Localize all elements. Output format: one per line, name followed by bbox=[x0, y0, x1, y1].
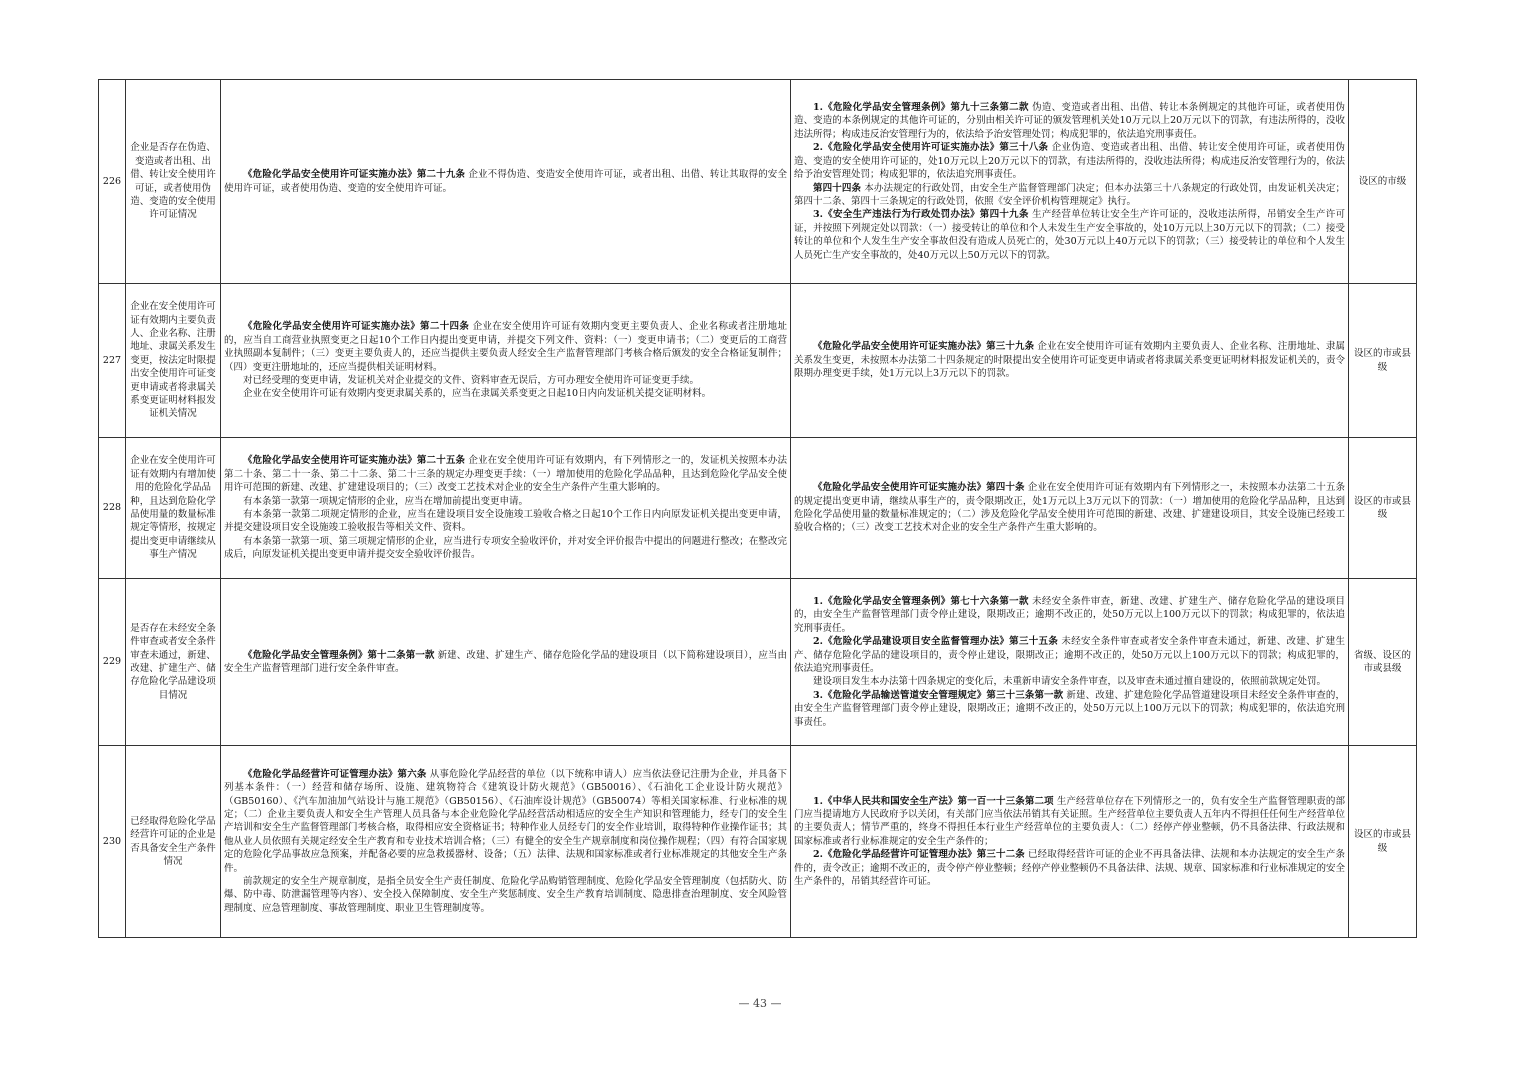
basis-paragraph bbox=[224, 508, 787, 535]
penalty-basis bbox=[791, 284, 1349, 438]
clause-text: 生产经营单位转让安全生产许可证的，没收违法所得，吊销安全生产许可证，并按照下列规定处以罚款：（一）接受转让的单位和个人未发生生产安全事故的，处10万元以上30万元以下的罚款；（二）接受转让的单位和个人发生生产安全事故但没有造成人员死亡的，处30万元以上40万元以下的罚款；（三）接受转让的单位和个人发生人员死亡生产安全事故的，处40万元以上50万元以下的罚款。 bbox=[794, 209, 1345, 261]
penalty-paragraph bbox=[794, 101, 1345, 141]
clause-title: 2.《危险化学品安全使用许可证实施办法》第三十八条 bbox=[813, 142, 1049, 154]
clause-text: 伪造、变造或者出租、出借、转让本条例规定的其他许可证，或者使用伪造、变造的本条例规定的其他许可证的，分别由相关许可证的颁发管理机关处10万元以上20万元以下的罚款，有违法所得的，没收违法所得；构成违反治安管理行为的，依法给予治安管理处罚；构成犯罪的，依法追究刑事责任。 bbox=[794, 102, 1345, 140]
legal-basis bbox=[221, 284, 791, 438]
penalty-paragraph bbox=[794, 689, 1345, 729]
basis-paragraph bbox=[224, 454, 787, 494]
table-body bbox=[99, 80, 1417, 938]
penalty-paragraph bbox=[794, 795, 1345, 849]
table-row bbox=[99, 579, 1417, 746]
clause-text: 企业在安全使用许可证有效期内，有下列情形之一的，发证机关按照本办法第二十条、第二十一条、第二十二条、第二十三条的规定办理变更手续：（一）增加使用的危险化学品品种，且达到危险化学品安全使用许可范围的新建、改建、扩建建设项目的；（三）改变工艺技术对企业的安全生产条件产生重大影响的。 bbox=[224, 455, 787, 494]
penalty-paragraph bbox=[794, 848, 1345, 888]
penalty-paragraph bbox=[794, 481, 1345, 535]
basis-paragraph bbox=[224, 168, 787, 195]
table-row bbox=[99, 438, 1417, 579]
clause-text: 新建、改建、扩建危险化学品管道建设项目未经安全条件审查的，由安全生产监督管理部门责令停止建设，限期改正；逾期不改正的，处50万元以上100万元以下的罚款；构成犯罪的，依法追究刑事责任。 bbox=[794, 689, 1345, 728]
basis-paragraph bbox=[224, 387, 787, 400]
clause-text: 未经安全条件审查，新建、改建、扩建生产、储存危险化学品的建设项目的，由安全生产监督管理部门责令停止建设，限期改正；逾期不改正的，处50万元以上100万元以下的罚款；构成犯罪的，依法追究刑事责任。 bbox=[794, 595, 1345, 634]
clause-text: 企业在安全使用许可证有效期内有下列情形之一，未按照本办法第二十五条的规定提出变更申请，继续从事生产的，责令限期改正，处1万元以上3万元以下的罚款：（一）增加使用的危险化学品品种，且达到危险化学品使用量的数量标准规定的；（二）涉及危险化学品安全使用许可范围的新建、改建、扩建建设项目，其安全设施已经竣工验收合格的；（三）改变工艺技术对企业的安全生产条件产生重大影响的。 bbox=[794, 482, 1345, 534]
penalty-paragraph bbox=[794, 595, 1345, 635]
check-item: 是否存在未经安全条件审查或者安全条件审查未通过，新建、改建、扩建生产、储存危险化学品建设项目情况 bbox=[126, 579, 221, 746]
table-row bbox=[99, 80, 1417, 284]
clause-text: 企业在安全使用许可证有效期内变更隶属关系的，应当在隶属关系变更之日起10日内向发证机关提交证明材料。 bbox=[243, 388, 712, 400]
row-number: 226 bbox=[99, 80, 126, 284]
legal-basis bbox=[221, 579, 791, 746]
table-row bbox=[99, 746, 1417, 938]
penalty-paragraph bbox=[794, 141, 1345, 181]
basis-paragraph bbox=[224, 320, 787, 374]
enforcement-level: 省级、设区的市或县级 bbox=[1349, 579, 1417, 746]
regulation-table bbox=[98, 79, 1417, 938]
check-item: 企业在安全使用许可证有效期内有增加使用的危险化学品品种，且达到危险化学品使用量的数量标准规定等情形，按规定提出变更申请继续从事生产情况 bbox=[126, 438, 221, 579]
clause-title: 《危险化学品安全使用许可证实施办法》第四十条 bbox=[813, 482, 1025, 494]
clause-text: 未经安全条件审查或者安全条件审查未通过，新建、改建、扩建生产、储存危险化学品的建设项目的，责令停止建设，限期改正；逾期不改正的，处50万元以上100万元以下的罚款；构成犯罪的，依法追究刑事责任。 bbox=[794, 636, 1345, 674]
penalty-basis bbox=[791, 579, 1349, 746]
row-number: 230 bbox=[99, 746, 126, 938]
legal-basis bbox=[221, 80, 791, 284]
penalty-paragraph bbox=[794, 182, 1345, 209]
clause-text: 新建、改建、扩建生产、储存危险化学品的建设项目（以下简称建设项目），应当由安全生产监督管理部门进行安全条件审查。 bbox=[224, 649, 787, 674]
clause-text: 建设项目发生本办法第十四条规定的变化后，未重新申请安全条件审查，以及审查未通过擅自建设的，依照前款规定处罚。 bbox=[813, 676, 1327, 688]
penalty-paragraph bbox=[794, 675, 1345, 688]
clause-text: 生产经营单位存在下列情形之一的，负有安全生产监督管理职责的部门应当提请地方人民政府予以关闭，有关部门应当依法吊销其有关证照。生产经营单位主要负责人五年内不得担任任何生产经营单位的主要负责人；情节严重的，终身不得担任本行业生产经营单位的主要负责人：（二）经停产停业整顿，仍不具备法律、行政法规和国家标准或者行业标准规定的安全生产条件的； bbox=[794, 795, 1346, 847]
row-number: 227 bbox=[99, 284, 126, 438]
clause-title: 2.《危险化学品经营许可证管理办法》第三十二条 bbox=[813, 849, 1025, 861]
penalty-paragraph bbox=[794, 208, 1345, 262]
check-item: 企业是否存在伪造、变造或者出租、出借、转让安全使用许可证，或者使用伪造、变造的安全使用许可证情况 bbox=[126, 80, 221, 284]
clause-text: 有本条第一款第一项规定情形的企业，应当在增加前提出变更申请。 bbox=[243, 495, 529, 507]
clause-title: 3.《安全生产违法行为行政处罚办法》第四十九条 bbox=[813, 209, 1029, 221]
clause-title: 1.《中华人民共和国安全生产法》第一百一十三条第二项 bbox=[813, 795, 1054, 807]
basis-paragraph bbox=[224, 768, 787, 875]
row-number: 228 bbox=[99, 438, 126, 579]
basis-paragraph bbox=[224, 495, 787, 508]
clause-title: 《危险化学品安全使用许可证实施办法》第二十五条 bbox=[243, 455, 466, 467]
clause-title: 1.《危险化学品安全管理条例》第九十三条第二款 bbox=[813, 102, 1029, 114]
clause-text: 有本条第一款第一项、第三项规定情形的企业，应当进行专项安全验收评价，并对安全评价报告中提出的问题进行整改；在整改完成后，向原发证机关提出变更申请并提交安全验收评价报告。 bbox=[224, 535, 787, 561]
basis-paragraph bbox=[224, 649, 787, 676]
check-item: 企业在安全使用许可证有效期内主要负责人、企业名称、注册地址、隶属关系发生变更，按法定时限提出安全使用许可证变更申请或者将隶属关系变更证明材料报发证机关情况 bbox=[126, 284, 221, 438]
clause-title: 《危险化学品经营许可证管理办法》第六条 bbox=[243, 768, 427, 780]
penalty-basis bbox=[791, 746, 1349, 938]
clause-text: 企业不得伪造、变造安全使用许可证，或者出租、出借、转让其取得的安全使用许可证，或者使用伪造、变造的安全使用许可证。 bbox=[224, 169, 787, 194]
penalty-paragraph bbox=[794, 635, 1345, 675]
clause-title: 《危险化学品安全使用许可证实施办法》第二十四条 bbox=[243, 321, 470, 333]
clause-text: 本办法规定的行政处罚，由安全生产监督管理部门决定；但本办法第三十八条规定的行政处罚，由发证机关决定；第四十二条、第四十三条规定的行政处罚，依照《安全评价机构管理规定》执行。 bbox=[794, 182, 1345, 207]
penalty-basis bbox=[791, 438, 1349, 579]
clause-text: 企业伪造、变造或者出租、出借、转让安全使用许可证，或者使用伪造、变造的安全使用许可证的，处10万元以上20万元以下的罚款，有违法所得的，没收违法所得；构成违反治安管理行为的，依法给予治安管理处罚；构成犯罪的，依法追究刑事责任。 bbox=[794, 142, 1345, 181]
basis-paragraph bbox=[224, 875, 787, 915]
clause-title: 《危险化学品安全使用许可证实施办法》第三十九条 bbox=[813, 341, 1035, 353]
clause-title: 《危险化学品安全使用许可证实施办法》第二十九条 bbox=[243, 169, 466, 181]
clause-text: 企业在安全使用许可证有效期内变更主要负责人、企业名称或者注册地址的，应当自工商营业执照变更之日起10个工作日内提出变更申请，并提交下列文件、资料：（一）变更申请书；（二）变更后的工商营业执照副本复制件；（三）变更主要负责人的，还应当提供主要负责人经安全生产监督管理部门考核合格后颁发的安全合格证复制件；（四）变更注册地址的，还应当提供相关证明材料。 bbox=[224, 321, 787, 373]
clause-title: 第四十四条 bbox=[813, 182, 862, 194]
clause-text: 从事危险化学品经营的单位（以下统称申请人）应当依法登记注册为企业，并具备下列基本条件：（一）经营和储存场所、设施、建筑物符合《建筑设计防火规范》（GB50016）、《石油化工企业设计防火规范》（GB50160）、《汽车加油加气站设计与施工规范》（GB50156）、《石油库设计规范》（GB50074）等相关国家标准、行业标准的规定；（二）企业主要负责人和安全生产管理人员具备与本企业危险化学品经营活动相适应的安全生产知识和管理能力，经专门的安全生产培训和安全生产监督管理部门考核合格，取得相应安全资格证书；特种作业人员经专门的安全作业培训，取得特种作业操作证书；其他从业人员依照有关规定经安全生产教育和专业技术培训合格；（三）有健全的安全生产规章制度和岗位操作规程；（四）有符合国家规定的危险化学品事故应急预案，并配备必要的应急救援器材、设备；（五）法律、法规和国家标准或者行业标准规定的其他安全生产条件。 bbox=[224, 768, 787, 874]
clause-text: 前款规定的安全生产规章制度，是指全员安全生产责任制度、危险化学品购销管理制度、危险化学品安全管理制度（包括防火、防爆、防中毒、防泄漏管理等内容）、安全投入保障制度、安全生产奖惩制度、安全生产教育培训制度、隐患排查治理制度、安全风险管理制度、应急管理制度、事故管理制度、职业卫生管理制度等。 bbox=[224, 876, 787, 914]
clause-title: 《危险化学品安全管理条例》第十二条第一款 bbox=[243, 649, 435, 661]
penalty-paragraph bbox=[794, 340, 1345, 380]
clause-text: 企业在安全使用许可证有效期内主要负责人、企业名称、注册地址、隶属关系发生变更，未按照本办法第二十四条规定的时限提出安全使用许可证变更申请或者将隶属关系变更证明材料报发证机关的，责令限期办理变更手续，处1万元以上3万元以下的罚款。 bbox=[794, 341, 1346, 380]
clause-title: 1.《危险化学品安全管理条例》第七十六条第一款 bbox=[813, 595, 1029, 607]
check-item: 已经取得危险化学品经营许可证的企业是否具备安全生产条件情况 bbox=[126, 746, 221, 938]
clause-text: 有本条第一款第二项规定情形的企业，应当在建设项目安全设施竣工验收合格之日起10个工作日内向原发证机关提出变更申请，并提交建设项目安全设施竣工验收报告等相关文件、资料。 bbox=[224, 509, 787, 534]
enforcement-level: 设区的市或县级 bbox=[1349, 284, 1417, 438]
row-number: 229 bbox=[99, 579, 126, 746]
basis-paragraph bbox=[224, 374, 787, 387]
clause-title: 3.《危险化学品输送管道安全管理规定》第三十三条第一款 bbox=[813, 689, 1064, 701]
legal-basis bbox=[221, 438, 791, 579]
enforcement-level: 设区的市或县级 bbox=[1349, 438, 1417, 579]
enforcement-level: 设区的市级 bbox=[1349, 80, 1417, 284]
page-number: — 43 — bbox=[738, 997, 782, 1010]
clause-text: 已经取得经营许可证的企业不再具备法律、法规和本办法规定的安全生产条件的，责令改正；逾期不改正的，责令停产停业整顿；经停产停业整顿仍不具备法律、法规、规章、国家标准和行业标准规定的安全生产条件的，吊销其经营许可证。 bbox=[794, 849, 1346, 888]
clause-text: 对已经受理的变更申请，发证机关对企业提交的文件、资料审查无误后，方可办理安全使用许可证变更手续。 bbox=[243, 374, 700, 386]
clause-title: 2.《危险化学品建设项目安全监督管理办法》第三十五条 bbox=[813, 636, 1059, 648]
enforcement-level: 设区的市或县级 bbox=[1349, 746, 1417, 938]
table-row bbox=[99, 284, 1417, 438]
penalty-basis bbox=[791, 80, 1349, 284]
basis-paragraph bbox=[224, 535, 787, 562]
legal-basis bbox=[221, 746, 791, 938]
